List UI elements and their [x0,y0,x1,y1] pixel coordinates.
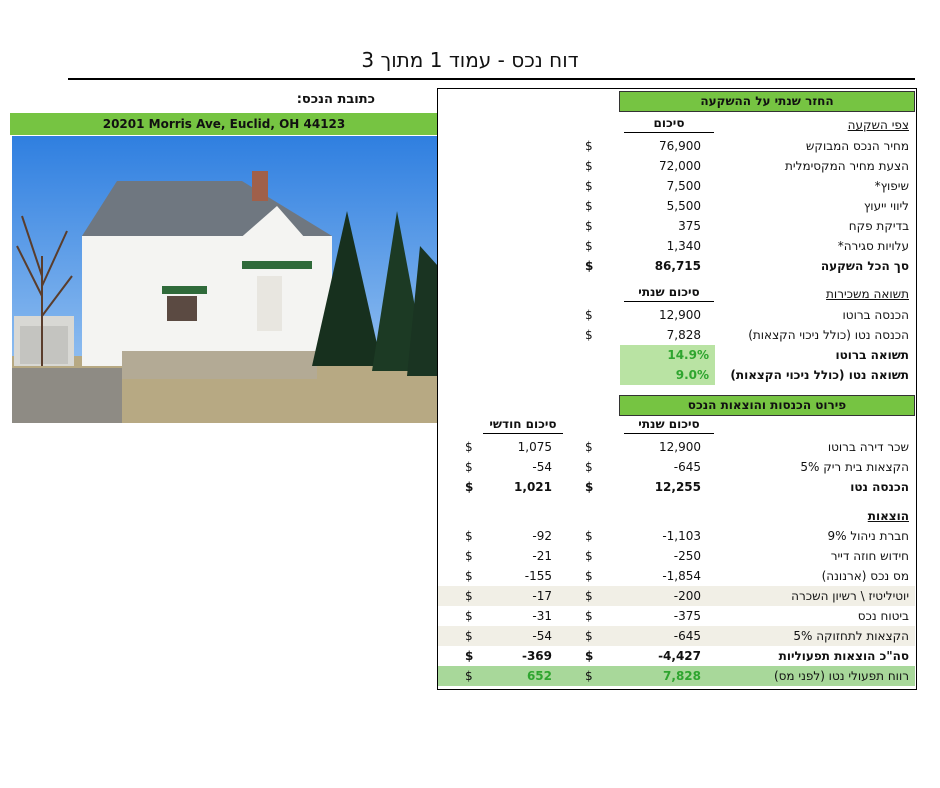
table-row: הקצאות בית ריק 5% $ -645 $ -54 [465,460,909,474]
rental-subheader: תשואה משכירות [826,287,909,301]
title-rule [68,78,915,80]
table-row: יוטיליטיז \ רשיון השכרה $ -200 $ -17 [438,586,915,606]
table-row: הקצאות לתחזוקה 5% $ -645 $ -54 [438,626,915,646]
investment-total-row: סך הכל השקעה $ 86,715 [585,259,909,273]
address-bar [10,113,438,135]
table-row: הצעת מחיר המקסימלית $ 72,000 [585,159,909,173]
col-annual-header: סיכום שנתי [624,284,714,302]
table-row: הכנסה נטו (כולל ניכוי הקצאות) $ 7,828 [585,328,909,342]
net-yield-row: תשואה נטו (כולל ניכוי הקצאות) [730,368,909,382]
investment-subheader-row [438,115,915,135]
table-row: שיפוץ* $ 7,500 [585,179,909,193]
table-row: עלויות סגירה* $ 1,340 [585,239,909,253]
table-row: מס נכס (ארנונה) $ -1,854 $ -155 [465,569,909,583]
col-total-header: סיכום [624,115,714,133]
investment-subheader: צפי השקעה [847,118,909,132]
table-row: ליווי ייעוץ $ 5,500 [585,199,909,213]
gross-yield-row: תשואה ברוטו [835,348,909,362]
table-row: ביטוח נכס $ -375 $ -31 [465,609,909,623]
total-expenses-row: סה"כ הוצאות תפעוליות $ -4,427 $ -369 [465,649,909,663]
address-label: כתובת הנכס: [296,92,375,107]
net-yield-value: 9.0% [620,365,715,385]
table-row: חברת ניהול 9% $ -1,103 $ -92 [465,529,909,543]
net-income-row: הכנסה נטו $ 12,255 $ 1,021 [465,480,909,494]
table-row: הכנסה ברוטו $ 12,900 [585,308,909,322]
rental-subheader-row [438,284,915,304]
address-text: 20201 Morris Ave, Euclid, OH 44123 [102,117,346,131]
col-annual-header: סיכום שנתי [624,416,714,434]
house-photo [12,136,438,423]
breakdown-col-headers [438,416,915,436]
breakdown-header: פירוט הכנסות והוצאות הנכס [619,395,915,416]
net-operating-profit-row: רווח תפעולי נטו (לפני מס) $ 7,828 $ 652 [438,666,915,686]
col-monthly-header: סיכום חודשי [483,416,563,434]
expenses-title: הוצאות [867,509,909,523]
table-row: בדיקת פקח $ 375 [585,219,909,233]
page-title: דוח נכס - עמוד 1 מתוך 3 [361,48,579,72]
gross-yield-value: 14.9% [620,345,715,365]
table-row: מחיר הנכס המבוקש $ 76,900 [585,139,909,153]
roi-header: החזר שנתי על ההשקעה [619,91,915,112]
table-row: חידוש חוזה דייר $ -250 $ -21 [465,549,909,563]
table-row: שכר דירה ברוטו $ 12,900 $ 1,075 [465,440,909,454]
expenses-title-row [438,506,915,526]
